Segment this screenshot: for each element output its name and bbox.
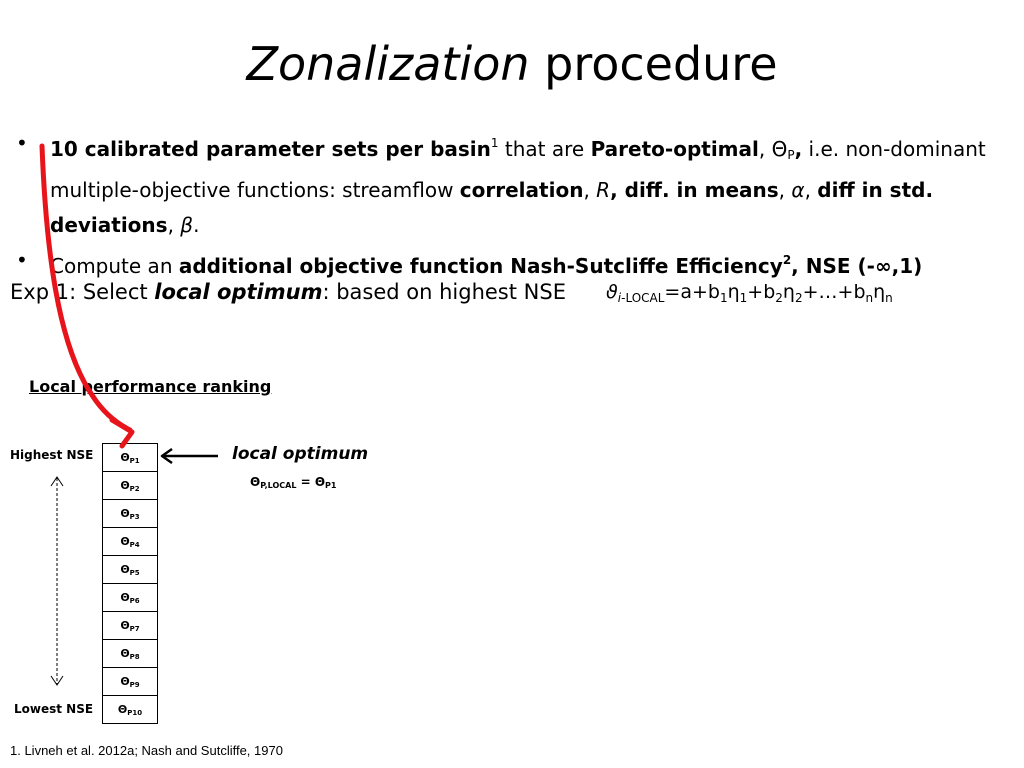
table-cell (103, 472, 158, 500)
table-cell (103, 556, 158, 584)
formula-etan: η (873, 281, 886, 303)
b1-bold5: , diff. in means (610, 178, 779, 202)
ranking-title: Local performance ranking (29, 377, 272, 396)
formula-sub-i: i (617, 291, 622, 305)
table-row (103, 472, 158, 500)
formula-s1b: 1 (739, 291, 748, 305)
formula-plus2: +…+b (802, 281, 866, 303)
title-rest: procedure (529, 37, 778, 91)
formula-sn: n (865, 291, 874, 305)
table-cell (103, 696, 158, 724)
b1-text4: , (583, 178, 597, 202)
formula-snb: n (885, 291, 893, 305)
b1-bold2: Pareto-optimal (590, 137, 759, 161)
theta-subscript: P8 (129, 652, 140, 661)
b1-ital1: R (596, 178, 611, 202)
formula-eta1: η (727, 281, 740, 303)
b1-text2: , Θ (758, 137, 788, 161)
theta-symbol: Θ (120, 590, 130, 604)
theta-symbol: Θ (120, 450, 130, 464)
b1-text6: , (804, 178, 818, 202)
bullet-list (16, 126, 1006, 284)
table-row (103, 584, 158, 612)
formula-theta: ϑ (606, 281, 618, 303)
b2-sup1: 2 (782, 253, 792, 267)
theta-subscript: P3 (129, 512, 140, 521)
bullet-dot: • (16, 248, 28, 272)
theta-symbol: Θ (120, 562, 130, 576)
title-italic: Zonalization (246, 37, 530, 91)
b1-bold3: , (794, 137, 803, 161)
exp-text1: Exp 1: Select (10, 280, 155, 304)
bullet-dot: • (16, 131, 28, 155)
b2-bold2: , NSE (-∞,1) (791, 254, 923, 278)
theta-subscript: P1 (129, 456, 140, 465)
local-optimum-equation (250, 472, 336, 496)
table-row (103, 556, 158, 584)
theta-symbol: Θ (120, 478, 130, 492)
b1-bold4: correlation (459, 178, 584, 202)
local-optimum-label: local optimum (232, 444, 369, 464)
opt-eq-sub: P,LOCAL (260, 481, 297, 490)
table-cell (103, 528, 158, 556)
formula-sub-local: -LOCAL (621, 291, 665, 305)
table-row (103, 528, 158, 556)
opt-eq-sym: Θ (250, 475, 261, 489)
theta-subscript: P7 (129, 624, 140, 633)
b1-text3: i.e. non-dominant multiple-objective functions: streamflow (50, 137, 986, 202)
table-row (103, 444, 158, 472)
formula-eta2: η (782, 281, 795, 303)
left-arrowhead-icon (162, 449, 172, 463)
b1-text8: . (193, 213, 200, 237)
table-row (103, 612, 158, 640)
theta-symbol: Θ (117, 702, 128, 716)
ranking-table (102, 443, 158, 724)
formula-s2b: 2 (794, 291, 803, 305)
b1-bold6: diff in std. deviations (50, 178, 934, 237)
b1-sub1: P (787, 148, 795, 162)
formula-s1: 1 (719, 291, 728, 305)
table-cell (103, 500, 158, 528)
footnote: 1. Livneh et al. 2012a; Nash and Sutcliffe, 1970 (10, 743, 283, 758)
b1-text1: that are (498, 137, 591, 161)
theta-symbol: Θ (120, 674, 130, 688)
table-row (103, 640, 158, 668)
opt-eq-sub2: P1 (325, 481, 337, 490)
theta-symbol: Θ (120, 506, 130, 520)
b1-bold1: 10 calibrated parameter sets per basin (50, 137, 491, 161)
theta-subscript: P10 (127, 708, 143, 717)
theta-subscript: P5 (129, 568, 140, 577)
b1-ital2: α (791, 178, 805, 202)
table-cell (103, 612, 158, 640)
table-cell (103, 640, 158, 668)
formula-s2: 2 (775, 291, 783, 305)
b2-bold1: additional objective function Nash-Sutcliffe Efficiency (178, 254, 783, 278)
table-row (103, 696, 158, 724)
formula-plus1: +b (747, 281, 776, 303)
regression-formula (606, 276, 893, 314)
theta-subscript: P4 (129, 540, 140, 549)
exp-text2: : based on highest NSE (322, 280, 566, 304)
highest-nse-label: Highest NSE (10, 448, 94, 462)
theta-symbol: Θ (120, 646, 130, 660)
up-arrowhead-icon (51, 477, 63, 486)
table-row (103, 500, 158, 528)
exp-local-optimum: local optimum (154, 280, 323, 304)
theta-subscript: P2 (129, 484, 140, 493)
b1-text5: , (778, 178, 792, 202)
table-cell (103, 668, 158, 696)
b1-ital3: β (180, 213, 194, 237)
formula-eq: =a+b (664, 281, 720, 303)
theta-symbol: Θ (120, 618, 130, 632)
experiment-line (10, 276, 566, 308)
lowest-nse-label: Lowest NSE (14, 702, 94, 716)
b2-text1: Compute an (50, 254, 179, 278)
slide-title (0, 34, 1024, 94)
theta-subscript: P6 (129, 596, 140, 605)
down-arrowhead-icon (51, 676, 63, 685)
opt-eq-mid: = Θ (296, 475, 326, 489)
theta-subscript: P9 (129, 680, 140, 689)
table-cell (103, 584, 158, 612)
b1-text7: , (167, 213, 181, 237)
table-cell (103, 444, 158, 472)
b1-sup1: 1 (490, 136, 499, 150)
bullet-item-parameter-sets (16, 126, 1006, 243)
theta-symbol: Θ (120, 534, 130, 548)
table-row (103, 668, 158, 696)
